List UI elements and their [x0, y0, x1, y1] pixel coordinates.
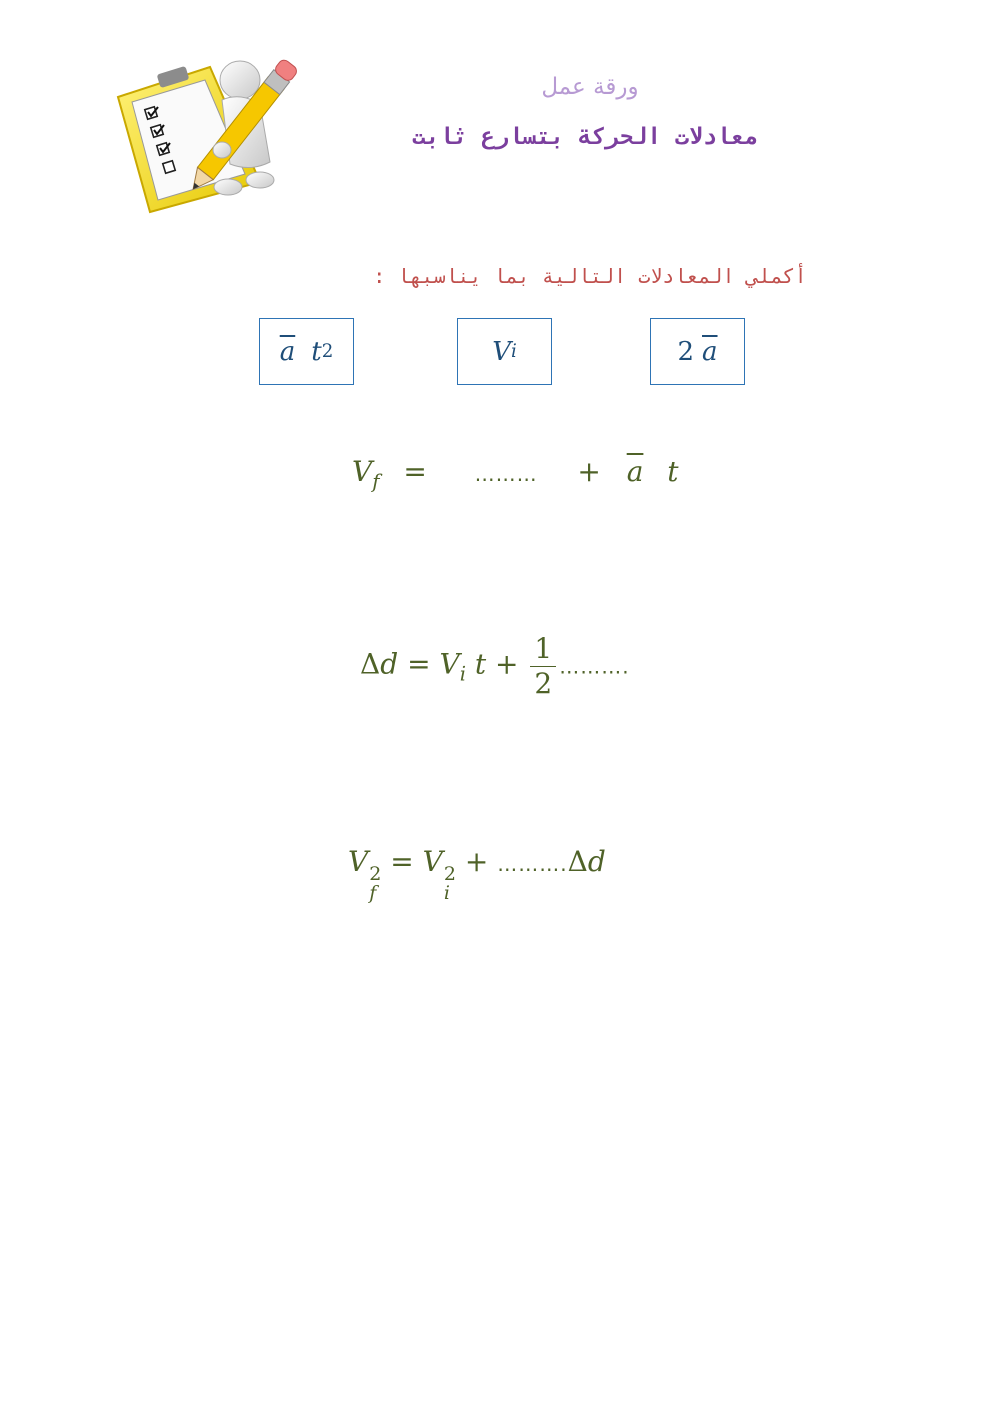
blank-slot[interactable]: ………	[474, 462, 538, 486]
sup-sub	[369, 862, 382, 904]
coefficient: 2	[677, 336, 695, 367]
v-symbol: V	[439, 647, 460, 681]
plus-sign: +	[495, 647, 519, 681]
a-bar-symbol: $\overline{a}$	[626, 455, 644, 488]
page-title: معادلات الحركة بتسارع ثابت	[411, 124, 759, 150]
equals-sign: =	[407, 647, 431, 681]
denominator: 2	[534, 666, 553, 700]
plus-sign: +	[464, 845, 489, 878]
subscript: i	[459, 662, 466, 686]
equation-displacement	[360, 632, 630, 700]
equation-velocity-squared	[348, 845, 606, 903]
v-symbol: V	[352, 455, 373, 488]
subscript: f	[369, 881, 377, 904]
equals-sign: =	[403, 455, 427, 488]
d-symbol: d	[380, 647, 399, 681]
fraction-one-half	[530, 632, 556, 700]
equals-sign: =	[390, 845, 414, 878]
clipboard-checklist-icon	[110, 52, 320, 217]
numerator: 1	[530, 632, 556, 667]
instruction-text: أكملي المعادلات التالية بما يناسبها :	[373, 264, 807, 288]
exponent: 2	[321, 341, 334, 362]
sup-sub	[443, 862, 456, 904]
blank-slot[interactable]: ……….	[497, 852, 568, 876]
t-symbol: t	[311, 336, 322, 367]
subscript: i	[510, 341, 517, 362]
subscript: f	[372, 469, 380, 493]
v-symbol: V	[422, 845, 443, 878]
blank-slot[interactable]: ……….	[559, 654, 630, 679]
d-symbol: d	[587, 845, 606, 878]
delta-symbol: Δ	[567, 845, 588, 878]
t-symbol: t	[474, 647, 487, 681]
t-symbol: t	[667, 455, 679, 488]
equation-final-velocity	[352, 455, 678, 493]
v-symbol: V	[348, 845, 369, 878]
a-bar-symbol: $\overline{a}$	[702, 336, 718, 367]
superscript: 2	[443, 862, 456, 885]
plus-sign: +	[577, 455, 601, 488]
v-symbol: V	[492, 336, 511, 367]
answer-box-vi[interactable]	[457, 318, 552, 385]
a-bar-symbol: $\overline{a}$	[279, 336, 296, 367]
answer-box-a-t-squared[interactable]	[259, 318, 354, 385]
answer-box-2a[interactable]	[650, 318, 745, 385]
superscript: 2	[369, 862, 382, 885]
delta-symbol: Δ	[360, 647, 381, 681]
worksheet-label: ورقة عمل	[541, 74, 639, 100]
subscript: i	[443, 881, 450, 904]
